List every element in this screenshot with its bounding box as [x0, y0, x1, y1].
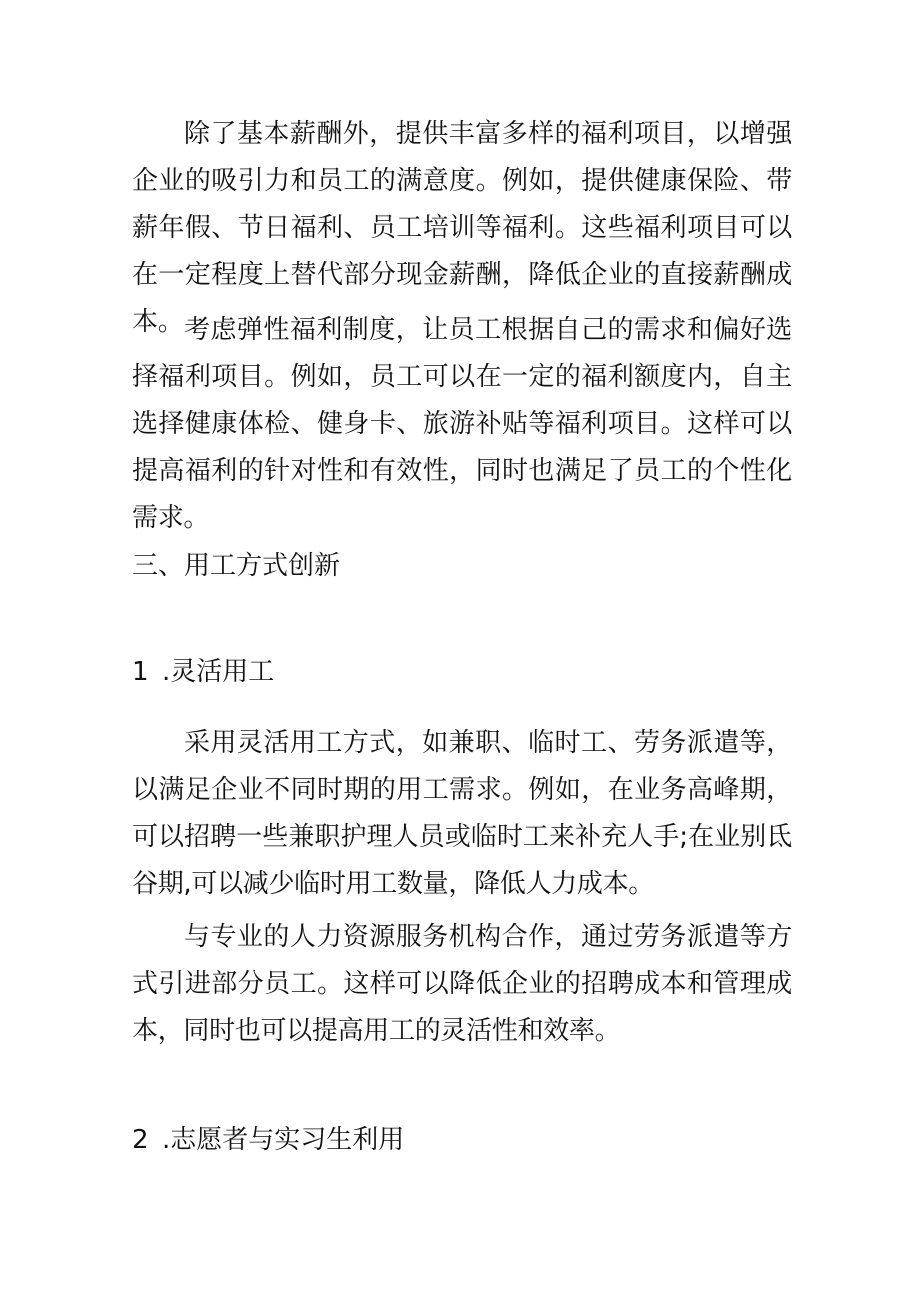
subheading-number: 2 — [132, 1125, 149, 1155]
subheading-number: 1 — [132, 657, 149, 687]
subheading-flexible-employment — [132, 652, 274, 692]
subheading-text: .灵活用工 — [162, 657, 275, 687]
subheading-volunteers-interns — [132, 1120, 404, 1160]
section-heading: 三、用工方式创新 — [132, 551, 341, 581]
paragraph-flexible-employment: 采用灵活用工方式，如兼职、临时工、劳务派遣等，以满足企业不同时期的用工需求。例如，在业务高峰期，可以招聘一些兼职护理人员或临时工来补充人手;在业别氐谷期,可以减少临时用工数量，降低人力成本。 — [132, 728, 792, 899]
subheading-text: .志愿者与实习生利用 — [162, 1125, 405, 1155]
paragraph-benefits: 除了基本薪酬外，提供丰富多样的福利项目，以增强企业的吸引力和员工的满意度。例如，提供健康保险、带薪年假、节日福利、员工培训等福利。这些福利项目可以在一定程度上替代部分现金薪酬，降低企业的直接薪酬成本。 — [132, 119, 792, 337]
paragraph-hr-outsourcing: 与专业的人力资源服务机构合作，通过劳务派遣等方式引进部分员工。这样可以降低企业的招聘成本和管理成本，同时也可以提高用工的灵活性和效率。 — [132, 922, 792, 1046]
paragraph-flexible-benefits: 考虑弹性福利制度，让员工根据自己的需求和偏好选择福利项目。例如，员工可以在一定的福利额度内，自主选择健康体检、健身卡、旅游补贴等福利项目。这样可以提高福利的针对性和有效性，同时也满足了员工的个性化需求。 — [132, 315, 792, 533]
